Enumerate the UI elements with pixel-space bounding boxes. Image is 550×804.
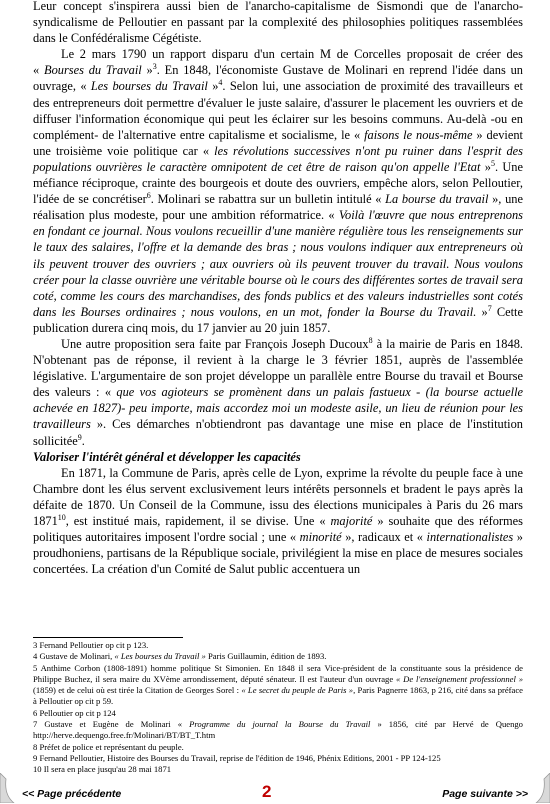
text-run: », une réalisation plus modeste, pour une ambition réformatrice. « xyxy=(33,192,523,223)
page-number: 2 xyxy=(262,782,272,801)
footnote-7 xyxy=(33,719,523,742)
text-run: internationalistes xyxy=(426,530,514,545)
footnote-5 xyxy=(33,663,523,708)
text-run: . En 1848, l'économiste Gustave de Molinari en reprend l'idée dans un ouvrage, « xyxy=(33,63,523,94)
footnote-6: 6 Pelloutier op cit p 124 xyxy=(33,707,116,718)
text-run: » souhaite que des réformes politiques autoritaires imposent l'ordre social ; une « xyxy=(33,514,523,545)
footnote-ref: 9 xyxy=(77,432,82,442)
text-run: . Molinari se rabattra sur un bulletin intitulé « xyxy=(150,192,386,207)
text-run: » 1856, cité par Hervé de Quengo http://herve.dequengo.free.fr/Molinari/BT/BT_T.htm xyxy=(33,719,523,741)
text-run: », radicaux et « xyxy=(341,530,427,545)
text-run: Paris Guillaumin, édition de 1893. xyxy=(205,651,327,662)
page-footer xyxy=(0,782,550,804)
text-run: « Les bourses du Travail » xyxy=(114,651,206,662)
text-run: Programme du journal la Bourse du Travail xyxy=(189,719,371,730)
footnote-ref: 8 xyxy=(368,335,373,345)
text-run: » devient une troisième voie politique car « xyxy=(33,127,523,158)
text-run: Bourses du Travail xyxy=(44,63,142,78)
paragraph-commune xyxy=(33,465,523,578)
text-run: majorité xyxy=(330,514,373,528)
text-run: . xyxy=(81,433,85,448)
body-text xyxy=(33,0,523,577)
footnote-ref: 3 xyxy=(152,62,157,72)
text-run: ». Ces démarches n'obtiendront pas davantage une mise en place de l'institution sollicitée xyxy=(33,417,523,448)
text-run: 7 Gustave et Eugène de Molinari « xyxy=(33,719,190,730)
section-title: Valoriser l'intérêt général et développer les capacités xyxy=(33,449,301,464)
footnote-ref: 7 xyxy=(487,303,492,313)
footnote-ref: 5 xyxy=(490,158,495,168)
text-run: , est institué mais, rapidement, il se divise. Une « xyxy=(65,514,331,528)
footnote-10: 10 Il sera en place jusqu'au 28 mai 1871 xyxy=(33,764,172,775)
text-run: » xyxy=(207,79,219,94)
text-run: » xyxy=(476,304,488,319)
text-run: minorité xyxy=(299,530,342,545)
text-run: 4 Gustave de Molinari, xyxy=(33,651,115,662)
footnote-4 xyxy=(33,651,523,662)
footnote-9: 9 Fernand Pelloutier, Histoire des Bourses du Travail, reprise de l'édition de 1946, Phénix Editions, 2001 - PP 124-125 xyxy=(33,752,441,763)
footnote-ref: 6 xyxy=(146,191,151,200)
text-run: En 1871, la Commune de Paris, après celle de Lyon, exprime la révolte du peuple face à une Chambre dont les élus servent exclusivement leurs intérêts personnels et bradent le pays après la défaite de 1870. Un Conseil de la Commune, issu des élections municipales à Paris du 26 mars 1871 xyxy=(33,465,523,528)
paragraph-ducoux xyxy=(33,336,523,449)
footnote-ref: 4 xyxy=(218,78,223,88)
paragraph-intro: Leur concept s'inspirera aussi bien de l'anarcho-capitalisme de Sismondi que de l'anarcho-syndicalisme de Pelloutier en passant par la complexité des philosophies politiques rassemblées dans le Confédéralisme Cégétiste. xyxy=(33,0,523,46)
text-run: Le 2 mars 1790 un rapport disparu d'un certain M de Corcelles proposait de créer des « xyxy=(33,47,523,78)
footnote-ref: 10 xyxy=(57,512,66,522)
paragraph-bourses-origin xyxy=(33,46,523,336)
text-run: faisons le nous-même xyxy=(364,127,473,142)
footnote-separator xyxy=(33,637,183,638)
text-run: « De l'enseignement professionnel » xyxy=(396,673,523,684)
text-run: » proudhoniens, partisans de la République sociale, privilégient la mise en place de mesures sociales concertées. La création d'un Comité de Salut public accentuera un xyxy=(33,530,523,577)
text-run: » xyxy=(480,159,491,174)
text-run: à la mairie de Paris en 1848. N'obtenant pas de réponse, il revient à la charge le 3 février 1851, auprès de l'assemblée législative. L'argumentaire de son projet développe un parallèle entre Bourse du travail et Bourse des valeurs : « xyxy=(33,336,523,400)
text-run: que vos agioteurs se promènent dans un palais fastueux - (la bourse actuelle achevée en 1827)- peu importe, mais accordez moi un modeste asile, un lieu de réunion pour les travailleurs xyxy=(33,385,524,432)
text-run: Voilà l'œuvre que nous entreprenons en fondant ce journal. Nous voulons recueillir d'une manière régulière tous les renseignements sur le taux des salaires, l'offre et la demande des bras ; nous voulons indiquer aux entrepreneurs où ils peuvent trouver des ouvriers ; aux ouvriers où ils peuvent trouver du travail. Nous voulons créer pour la classe ouvrière une véritable bourse où le cours des différentes sortes de travail sera coté, comme les cours des marchandises, des fonds publics et des valeurs industrielles sont cotés dans les Bourses ordinaires ; nous voulons, en un mot, fonder la Bourse du Travail. xyxy=(33,208,523,319)
footnote-3: 3 Fernand Pelloutier op cit p 123. xyxy=(33,640,149,650)
text-run: Les bourses du Travail xyxy=(90,79,208,94)
text-run: « Le secret du peuple de Paris » xyxy=(241,685,354,696)
footnotes xyxy=(33,640,523,776)
text-run: Cette publication durera cinq mois, du 17 janvier au 20 juin 1857. xyxy=(33,304,523,335)
text-run: » xyxy=(141,63,153,78)
text-run: , Paris Pagnerre 1863, p 216, cité dans sa préface à Pelloutier op cit p 59. xyxy=(33,685,523,707)
text-run: . Selon lui, une association de proximité des travailleurs et des entrepreneurs doit permettre d'évaluer le juste salaire, d'assurer le placement les ouvriers et de diffuser l'information économique qui peut les éclairer sur les besoins communs. Au-delà -ou en complément- de l'alternative entre capitalisme et socialisme, le « xyxy=(33,79,523,142)
text-run: . Une méfiance réciproque, crainte des bourgeois et doute des ouvriers, empêche alors, selon Pelloutier, l'idée de se concrétiser xyxy=(33,159,524,207)
text-run: (1859) et de celui où est tirée la Citation de Georges Sorel : xyxy=(33,685,242,696)
text-run: 5 Anthime Corbon (1808-1891) homme politique St Simonien. En 1848 il sera Vice-président de la constituante sous la présidence de Philippe Buchez, il sera maire du XVème arrondissement, député sénateur. Il est l'auteur d'un ouvrage xyxy=(33,662,523,684)
previous-page-link[interactable]: << Page précédente xyxy=(22,788,122,800)
text-run: Une autre proposition sera faite par François Joseph Ducoux xyxy=(61,336,369,351)
next-page-link[interactable]: Page suivante >> xyxy=(442,788,528,800)
footnote-8: 8 Préfet de police et représentant du peuple. xyxy=(33,741,184,752)
text-run: La bourse du travail xyxy=(385,192,489,207)
text-run: les révolutions successives n'ont pu ruiner dans l'esprit des populations ouvrières le caractère omnipotent de cet être de raison qu'on appelle l'Etat xyxy=(33,143,523,174)
